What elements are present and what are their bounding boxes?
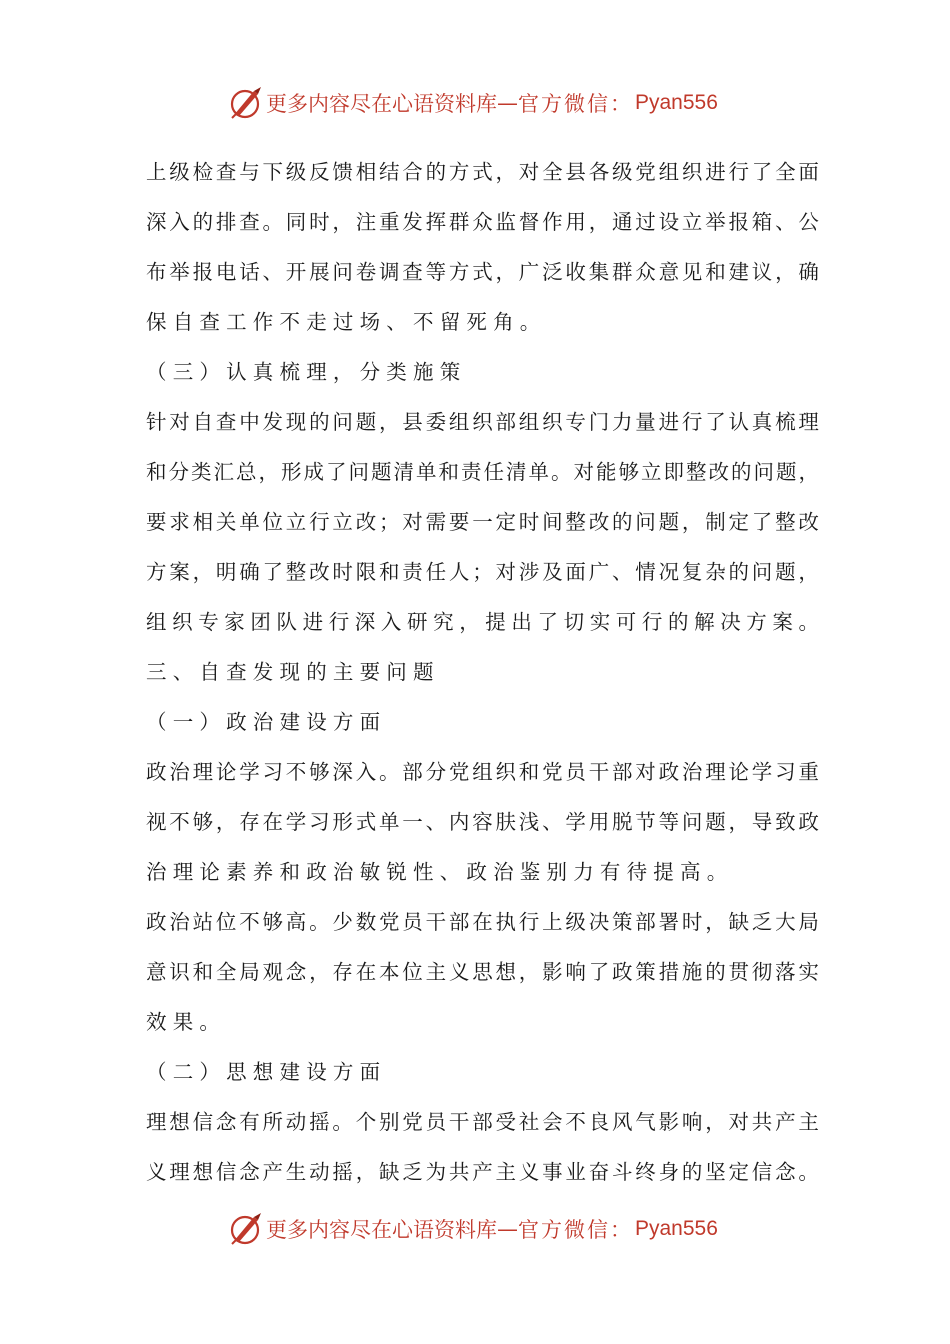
quill-logo-icon [228,1211,264,1247]
watermark-brand: 更多内容尽在心语资料库 [266,92,497,116]
section-heading: （三）认真梳理，分类施策 [146,360,467,384]
section-heading: 三、自查发现的主要问题 [146,660,440,684]
text-line: 视不够，存在学习形式单一、内容肤浅、学用脱节等问题，导致政 [146,810,822,834]
text-line: 理想信念有所动摇。个别党员干部受社会不良风气影响，对共产主 [146,1110,822,1134]
watermark-dash: — [497,1217,518,1241]
text-line: 上级检查与下级反馈相结合的方式，对全县各级党组织进行了全面 [146,160,822,184]
text-line: 组织专家团队进行深入研究，提出了切实可行的解决方案。 [146,610,825,634]
text-line: 和分类汇总，形成了问题清单和责任清单。对能够立即整改的问题， [146,460,821,484]
watermark-wechat-id: Pyan556 [635,1217,718,1240]
section-heading: （一）政治建设方面 [146,710,387,734]
text-line: 义理想信念产生动摇，缺乏为共产主义事业奋斗终身的坚定信念。 [146,1160,822,1184]
quill-logo-icon [228,85,264,121]
text-line: 布举报电话、开展问卷调查等方式，广泛收集群众意见和建议，确 [146,260,822,284]
text-line: 方案，明确了整改时限和责任人；对涉及面广、情况复杂的问题， [146,560,822,584]
watermark-brand: 更多内容尽在心语资料库 [266,1218,497,1242]
watermark-wechat-id: Pyan556 [635,91,718,114]
document-body [146,147,826,1197]
text-line: 政治理论学习不够深入。部分党组织和党员干部对政治理论学习重 [146,760,822,784]
section-heading: （二）思想建设方面 [146,1060,387,1084]
text-line: 政治站位不够高。少数党员干部在执行上级决策部署时，缺乏大局 [146,910,822,934]
text-line: 治理论素养和政治敏锐性、政治鉴别力有待提高。 [146,860,734,884]
header-watermark [228,83,718,123]
text-line: 保自查工作不走过场、不留死角。 [146,310,547,334]
watermark-wechat-label: 官方微信： [518,92,633,116]
text-line: 要求相关单位立行立改；对需要一定时间整改的问题，制定了整改 [146,510,822,534]
text-line: 意识和全局观念，存在本位主义思想，影响了政策措施的贯彻落实 [146,960,822,984]
footer-watermark [228,1209,718,1249]
watermark-wechat-label: 官方微信： [518,1218,633,1242]
text-line: 针对自查中发现的问题，县委组织部组织专门力量进行了认真梳理 [146,410,822,434]
text-line: 效果。 [146,1010,227,1034]
watermark-dash: — [497,91,518,115]
text-line: 深入的排查。同时，注重发挥群众监督作用，通过设立举报箱、公 [146,210,822,234]
